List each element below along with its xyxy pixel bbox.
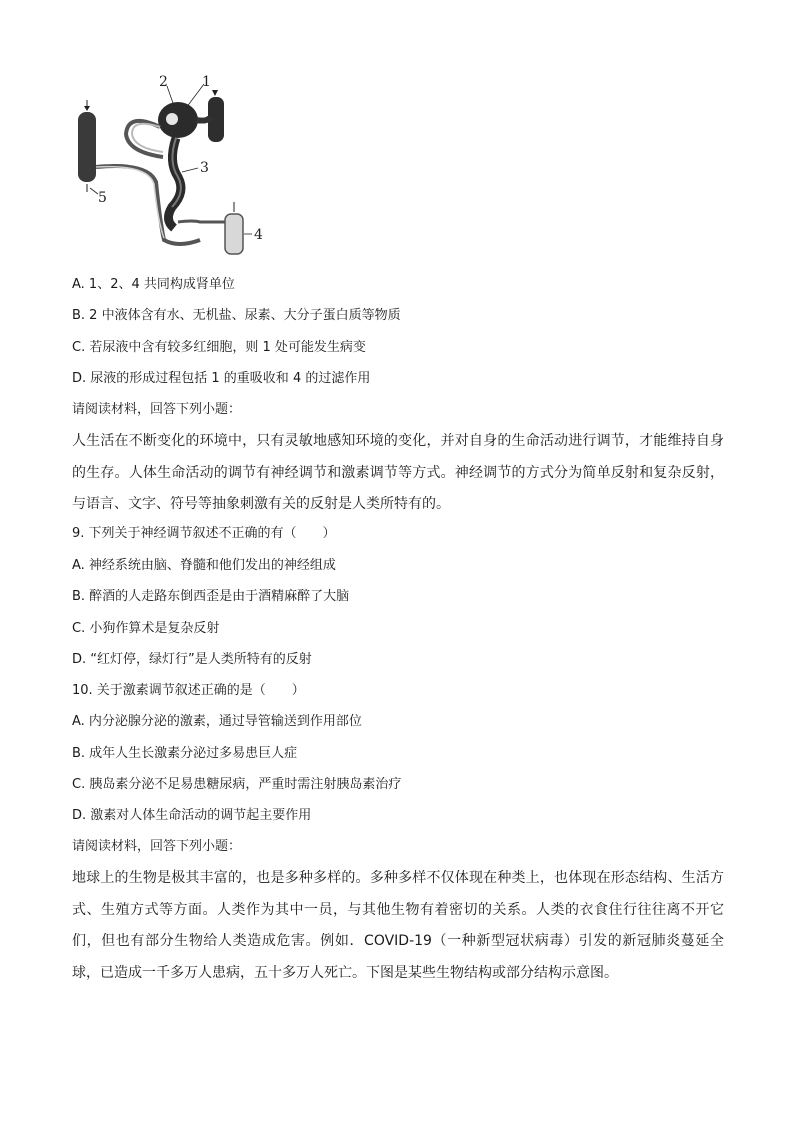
q8-option-a: A. 1、2、4 共同构成肾单位 (72, 277, 235, 292)
q8-option-b: B. 2 中液体含有水、无机盐、尿素、大分子蛋白质等物质 (72, 308, 401, 323)
reading-material: 人生活在不断变化的环境中，只有灵敏地感知环境的变化，并对自身的生命活动进行调节，才能维持自身的生存。人体生命活动的调节有神经调节和激素调节等方式。神经调节的方式分为简单反射和复杂反射，与语言、文字、符号等抽象刺激有关的反射是人类所特有的。 (72, 433, 724, 512)
reading-material-2: 地球上的生物是极其丰富的，也是多种多样的。多种多样不仅体现在种类上，也体现在形态结构、生活方式、生殖方式等方面。人类作为其中一员，与其他生物有着密切的关系。人类的衣食住行往往离不开它们，但也有部分生物给人类造成危害。例如．COVID-19（一种新型冠状病毒）引发的新冠肺炎蔓延全球，已造成一千多万人患病，五十多万人死亡。下图是某些生物结构或部分结构示意图。 (72, 870, 724, 981)
q10-option-c: C. 胰岛素分泌不足易患糖尿病，严重时需注射胰岛素治疗 (72, 777, 402, 792)
label-5: 5 (98, 190, 107, 206)
renal-tubule (168, 138, 180, 228)
left-vessel (78, 112, 96, 182)
nephron-diagram (68, 72, 268, 262)
q10-option-a: A. 内分泌腺分泌的激素，通过导管输送到作用部位 (72, 714, 362, 729)
q9-option-d: D. “红灯停，绿灯行”是人类所特有的反射 (72, 652, 312, 667)
label-1: 1 (202, 74, 211, 90)
q9-option-c: C. 小狗作算术是复杂反射 (72, 621, 220, 636)
renal-capsule (158, 102, 198, 138)
reading-prompt-2: 请阅读材料，回答下列小题： (72, 839, 242, 854)
label-4: 4 (254, 227, 263, 243)
q8-option-c: C. 若尿液中含有较多红细胞，则 1 处可能发生病变 (72, 340, 366, 355)
question-10-stem: 10. 关于激素调节叙述正确的是（ ） (72, 683, 305, 698)
q10-option-d: D. 激素对人体生命活动的调节起主要作用 (72, 808, 312, 823)
q9-option-a: A. 神经系统由脑、脊髓和他们发出的神经组成 (72, 558, 336, 573)
label-2: 2 (159, 74, 168, 90)
q8-option-d: D. 尿液的形成过程包括 1 的重吸收和 4 的过滤作用 (72, 371, 371, 386)
collecting-duct (225, 214, 243, 254)
label-3: 3 (200, 160, 209, 176)
glomerulus (166, 113, 178, 125)
question-9-stem: 9. 下列关于神经调节叙述不正确的有（ ） (72, 526, 336, 541)
q10-option-b: B. 成年人生长激素分泌过多易患巨人症 (72, 746, 298, 761)
reading-prompt: 请阅读材料，回答下列小题： (72, 402, 242, 417)
q9-option-b: B. 醉酒的人走路东倒西歪是由于酒精麻醉了大脑 (72, 589, 350, 604)
